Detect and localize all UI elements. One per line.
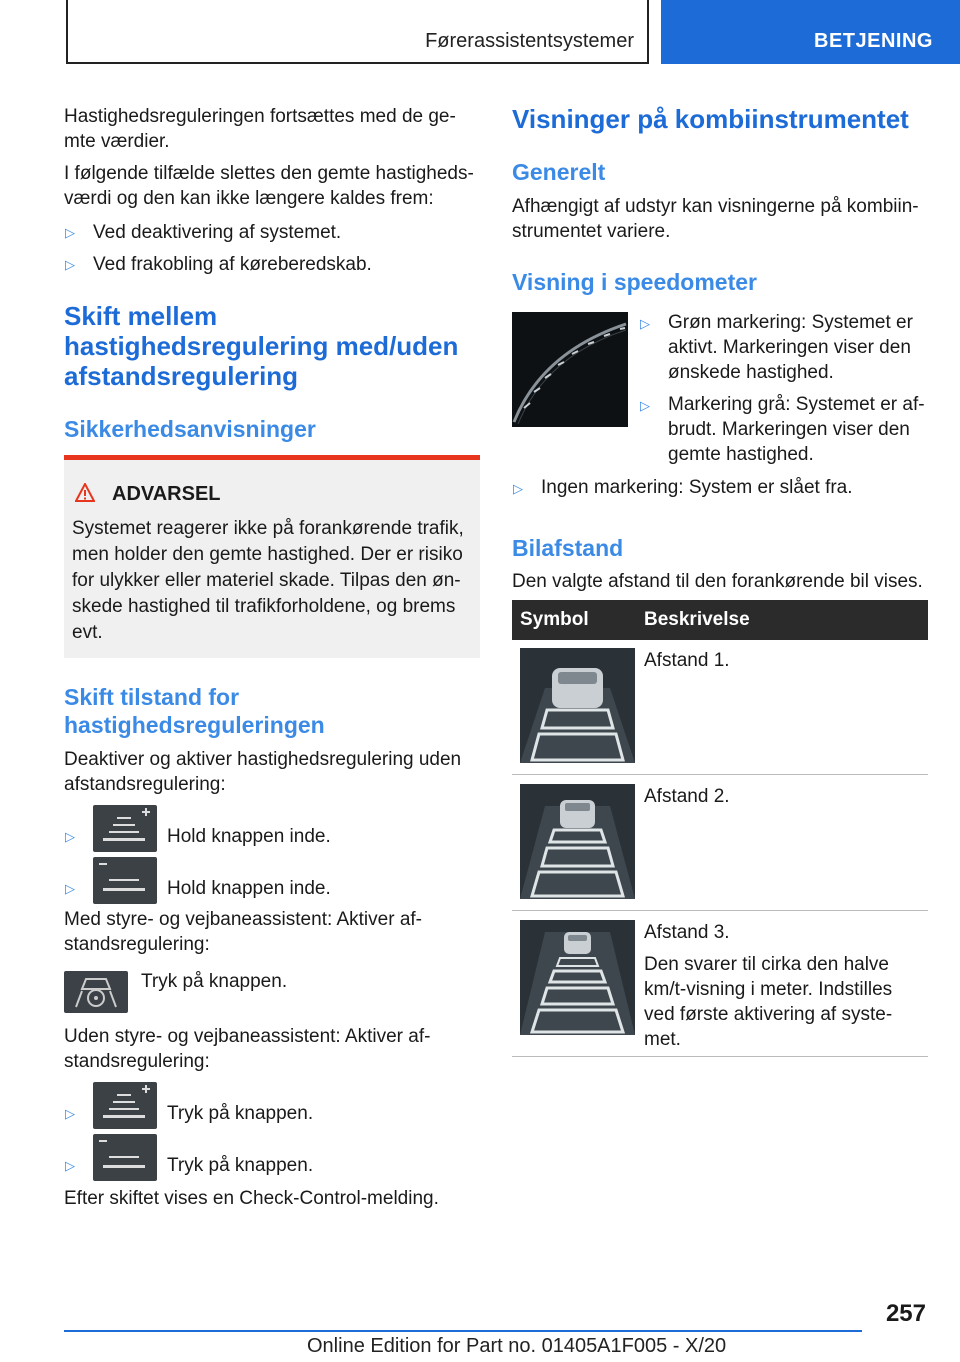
intro-line-2a: I følgende tilfælde slettes den gemte hastigheds- — [64, 163, 474, 184]
bullet-deactivation: Ved deaktivering af systemet. — [93, 222, 342, 243]
heading-switch-a: Skift mellem — [64, 301, 218, 331]
speedo-green-1: Grøn markering: Systemet er — [668, 312, 913, 333]
bullet-disconnect: Ved frakobling af køreberedskab. — [93, 254, 372, 275]
press-button-text-2: Tryk på knappen. — [167, 1155, 314, 1176]
heading-safety: Sikkerhedsanvisninger — [64, 416, 316, 442]
distance-3-note-2: km/t-visning i meter. Indstilles — [644, 979, 893, 1000]
press-button-text-1: Tryk på knappen. — [167, 1103, 314, 1124]
heading-speedometer: Visning i speedometer — [512, 269, 757, 295]
bullet-triangle-icon: ▷ — [513, 481, 523, 496]
warning-title: ADVARSEL — [112, 483, 221, 505]
speedometer-image — [512, 312, 628, 427]
without-assistant-b: standsregulering: — [64, 1051, 210, 1072]
bullet-triangle-icon: ▷ — [65, 1158, 75, 1173]
speedo-grey-2: brudt. Markeringen viser den — [668, 419, 910, 440]
intro-line-1b: mte værdier. — [64, 131, 170, 152]
intro-line-1a: Hastighedsreguleringen fortsættes med de ge- — [64, 106, 456, 127]
bullet-triangle-icon: ▷ — [65, 881, 75, 896]
heading-displays: Visninger på kombiinstrumentet — [512, 104, 909, 134]
heading-switch-b: hastighedsregulering med/uden — [64, 331, 459, 361]
bullet-triangle-icon: ▷ — [640, 398, 650, 413]
steering-assistant-button-icon — [64, 971, 128, 1013]
press-button-text-0: Tryk på knappen. — [141, 971, 288, 992]
cruise-distance-plus-button-icon — [93, 1082, 157, 1129]
speedo-none: Ingen markering: System er slået fra. — [541, 477, 853, 498]
col-symbol: Symbol — [520, 609, 589, 630]
bullet-triangle-icon: ▷ — [65, 1106, 75, 1121]
speedo-grey-3: gemte hastighed. — [668, 444, 814, 465]
distance-3-note-3: ved første aktivering af syste- — [644, 1004, 893, 1025]
speedo-green-2: aktivt. Markeringen viser den — [668, 337, 911, 358]
deactivate-line-b: afstandsregulering: — [64, 774, 226, 795]
hold-button-text-1: Hold knappen inde. — [167, 826, 331, 847]
after-switch-text: Efter skiftet vises en Check-Control-melding. — [64, 1188, 439, 1209]
speedo-green-3: ønskede hastighed. — [668, 362, 834, 383]
heading-state-a: Skift tilstand for — [64, 684, 240, 710]
warning-line-4: skede hastighed til trafikforholdene, og brems — [72, 596, 456, 617]
table-divider — [512, 1056, 928, 1057]
heading-switch-c: afstandsregulering — [64, 361, 299, 391]
bullet-triangle-icon: ▷ — [65, 257, 75, 272]
bullet-triangle-icon: ▷ — [640, 316, 650, 331]
cruise-distance-minus-button-icon — [93, 1134, 157, 1181]
bullet-triangle-icon: ▷ — [65, 225, 75, 240]
distance-3-label: Afstand 3. — [644, 922, 730, 943]
heading-distance: Bilafstand — [512, 535, 624, 561]
warning-line-2: men holder den gemte hastighed. Der er risiko — [72, 544, 463, 565]
distance-text: Den valgte afstand til den forankørende bil vises. — [512, 571, 923, 592]
distance-1-label: Afstand 1. — [644, 650, 730, 671]
cruise-distance-plus-button-icon — [93, 805, 157, 852]
heading-general: Generelt — [512, 159, 606, 185]
deactivate-line-a: Deaktiver og aktiver hastighedsregulering uden — [64, 749, 462, 770]
warning-triangle-icon — [75, 483, 95, 503]
distance-2-label: Afstand 2. — [644, 786, 730, 807]
without-assistant-a: Uden styre- og vejbaneassistent: Aktiver af- — [64, 1026, 431, 1047]
general-line-b: strumentet variere. — [512, 221, 671, 242]
cruise-distance-minus-button-icon — [93, 857, 157, 904]
distance-2-image — [520, 784, 635, 899]
chapter-tab[interactable] — [661, 0, 960, 64]
heading-state-b: hastighedsreguleringen — [64, 712, 325, 738]
general-line-a: Afhængigt af udstyr kan visningerne på kombiin- — [512, 196, 919, 217]
warning-line-1: Systemet reagerer ikke på forankørende trafik, — [72, 518, 464, 539]
intro-line-2b: værdi og den kan ikke længere kaldes frem: — [64, 188, 434, 209]
table-header — [512, 600, 928, 640]
section-title: Førerassistentsystemer — [425, 30, 634, 52]
warning-line-5: evt. — [72, 622, 103, 643]
hold-button-text-2: Hold knappen inde. — [167, 878, 331, 899]
footer-edition: Online Edition for Part no. 01405A1F005 - X/20 — [307, 1335, 727, 1357]
distance-3-note-1: Den svarer til cirka den halve — [644, 954, 889, 975]
chapter-tab-label: BETJENING — [814, 30, 933, 52]
warning-line-3: for ulykker eller materiel skade. Tilpas den øn- — [72, 570, 461, 591]
with-assistant-a: Med styre- og vejbaneassistent: Aktiver af- — [64, 909, 422, 930]
distance-3-image — [520, 920, 635, 1035]
distance-1-image — [520, 648, 635, 763]
distance-3-note-4: met. — [644, 1029, 681, 1050]
with-assistant-b: standsregulering: — [64, 934, 210, 955]
page-number: 257 — [885, 1300, 926, 1327]
table-divider — [512, 910, 928, 911]
table-divider — [512, 774, 928, 775]
speedo-grey-1: Markering grå: Systemet er af- — [668, 394, 925, 415]
footer-rule — [64, 1330, 862, 1332]
bullet-triangle-icon: ▷ — [65, 829, 75, 844]
col-description: Beskrivelse — [644, 609, 750, 630]
